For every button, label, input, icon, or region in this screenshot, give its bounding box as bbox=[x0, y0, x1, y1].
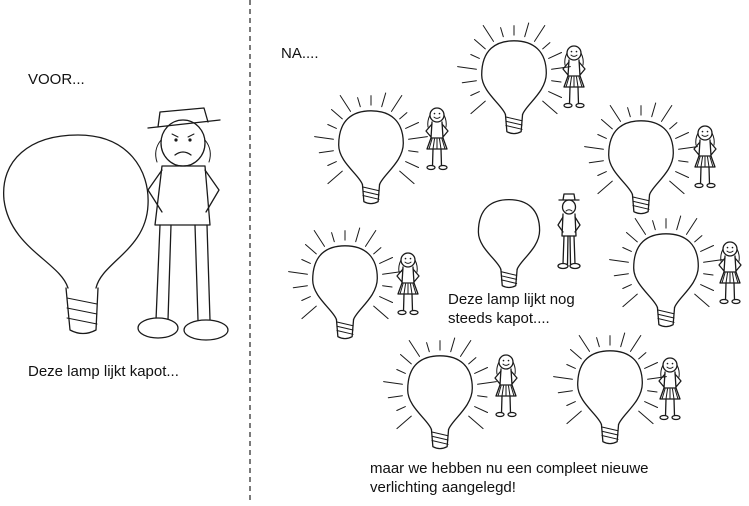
light-rays-icon bbox=[554, 333, 667, 424]
bulb-globe bbox=[634, 234, 699, 308]
lit-bulb-4 bbox=[289, 228, 402, 339]
happy-girl-5 bbox=[719, 242, 741, 304]
happy-girl-7 bbox=[659, 358, 681, 420]
bulb-globe bbox=[478, 200, 539, 270]
happy-girl-3 bbox=[694, 126, 716, 188]
before-caption: Deze lamp lijkt kapot... bbox=[28, 363, 179, 380]
bulb-globe bbox=[482, 41, 547, 115]
bulb-globe bbox=[4, 135, 148, 288]
light-rays-icon bbox=[289, 228, 402, 319]
middle-caption: Deze lamp lijkt nog steeds kapot.... bbox=[448, 291, 575, 327]
hat-icon bbox=[148, 108, 220, 128]
light-rays-icon bbox=[610, 216, 723, 307]
bulb-globe bbox=[609, 121, 674, 195]
lit-bulb-2 bbox=[458, 23, 571, 134]
after-heading: NA.... bbox=[281, 45, 319, 62]
lit-bulb-3 bbox=[585, 103, 698, 214]
happy-girl-4 bbox=[397, 253, 419, 315]
light-rays-icon bbox=[315, 93, 428, 184]
bulb-globe bbox=[578, 351, 643, 425]
happy-girl-6 bbox=[495, 355, 517, 417]
happy-girl-2 bbox=[563, 46, 585, 108]
sad-man-small bbox=[558, 194, 580, 269]
before-heading: VOOR... bbox=[28, 71, 85, 88]
happy-girl-1 bbox=[426, 108, 448, 170]
sad-man-figure bbox=[138, 108, 228, 340]
bottom-caption: maar we hebben nu een compleet nieuwe verlichting aangelegd! bbox=[370, 460, 649, 496]
lit-bulb-6 bbox=[384, 338, 497, 449]
dark-bulb-middle bbox=[478, 200, 539, 288]
lit-bulb-7 bbox=[554, 333, 667, 444]
light-rays-icon bbox=[384, 338, 497, 429]
lit-bulb-5 bbox=[610, 216, 723, 327]
bulb-globe bbox=[408, 356, 473, 430]
light-rays-icon bbox=[585, 103, 698, 194]
light-rays-icon bbox=[458, 23, 571, 114]
lit-bulb-1 bbox=[315, 93, 428, 204]
scene-drawings bbox=[4, 23, 741, 449]
bulb-globe bbox=[339, 111, 404, 185]
big-bulb-broken bbox=[4, 135, 148, 334]
bulb-globe bbox=[313, 246, 378, 320]
